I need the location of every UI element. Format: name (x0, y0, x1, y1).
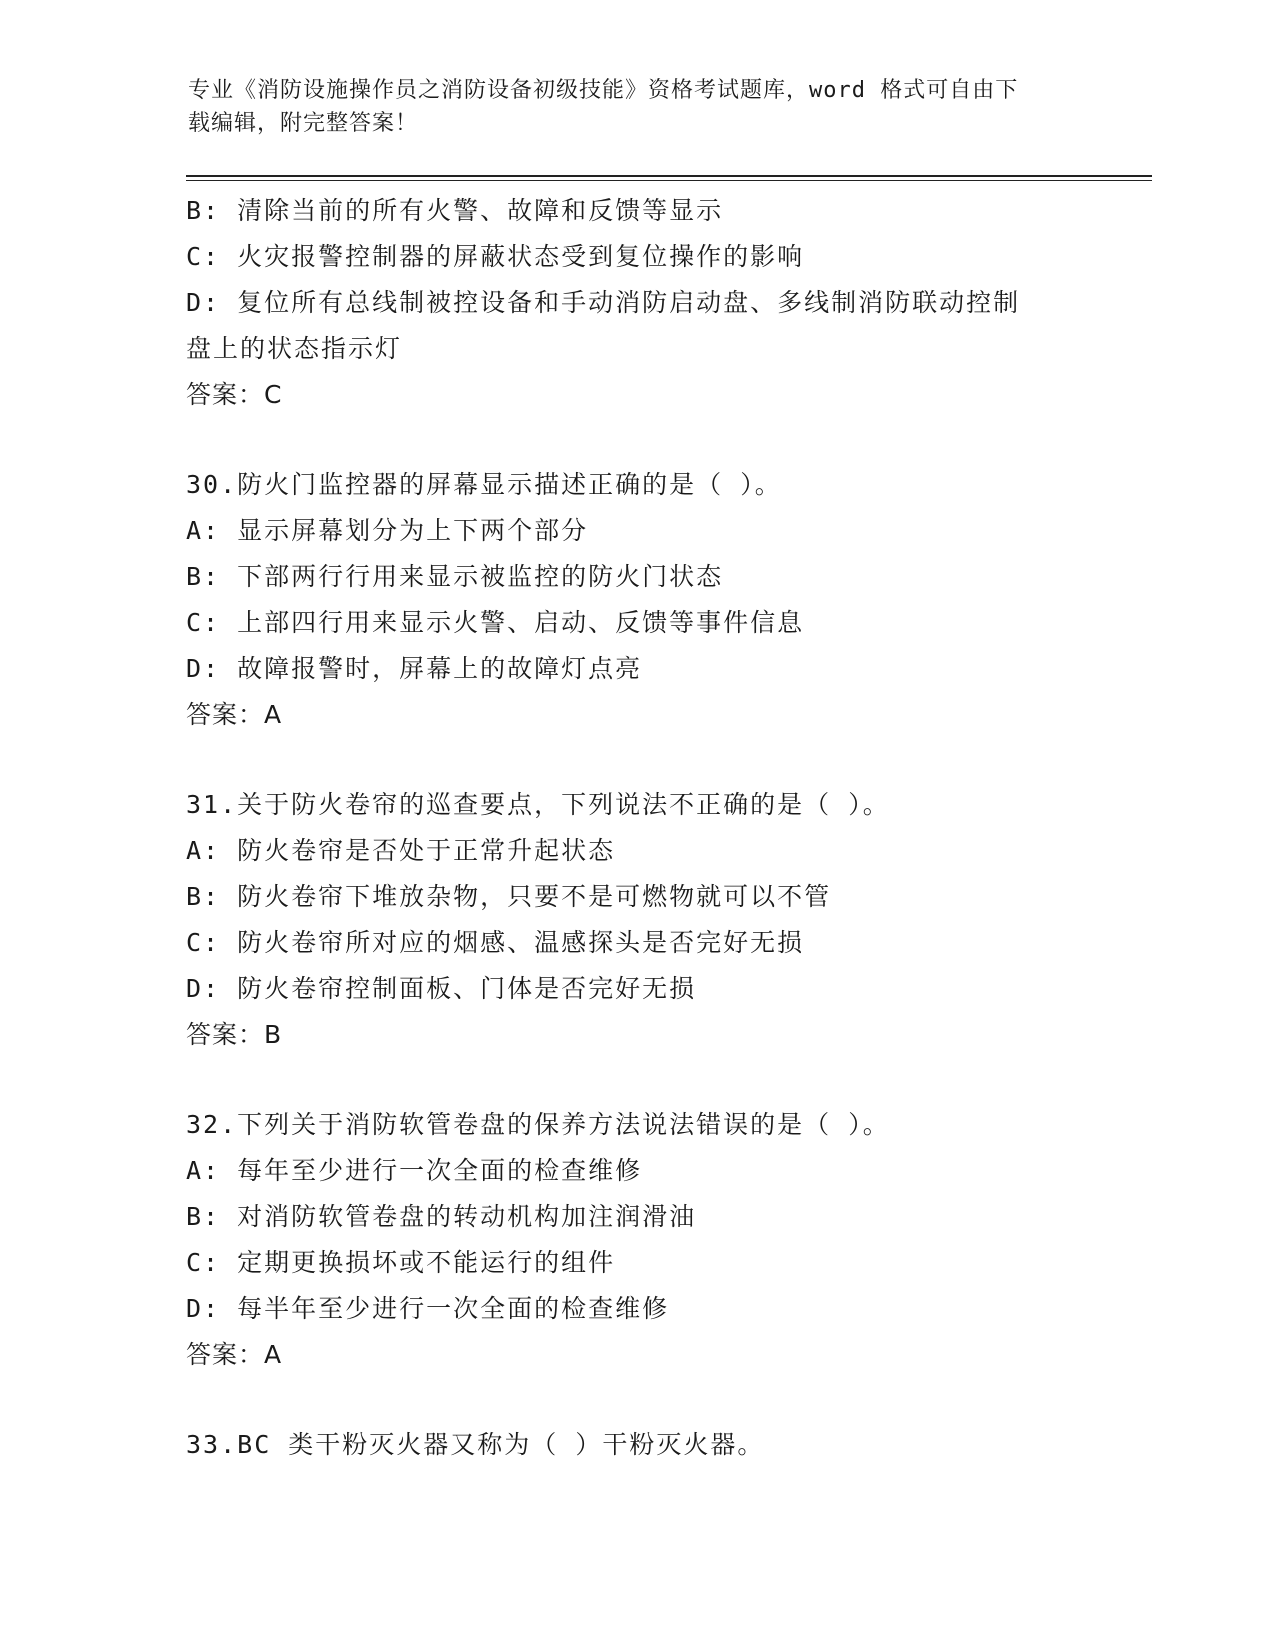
question-stem: 30.防火门监控器的屏幕显示描述正确的是（ ）。 (186, 470, 782, 499)
option-a: A: 每年至少进行一次全面的检查维修 (186, 1156, 643, 1185)
option-c: C: 防火卷帘所对应的烟感、温感探头是否完好无损 (186, 928, 805, 957)
option-d: D: 每半年至少进行一次全面的检查维修 (186, 1294, 670, 1323)
answer-line: 答案：A (186, 700, 283, 729)
header-divider-thin (186, 180, 1152, 181)
option-a: A: 防火卷帘是否处于正常升起状态 (186, 836, 616, 865)
question-stem: 33.BC 类干粉灭火器又称为（ ）干粉灭火器。 (186, 1430, 765, 1459)
option-a: A: 显示屏幕划分为上下两个部分 (186, 516, 589, 545)
answer-line: 答案：A (186, 1340, 283, 1369)
option-d: D: 复位所有总线制被控设备和手动消防启动盘、多线制消防联动控制 (186, 288, 1021, 317)
header-line-1: 专业《消防设施操作员之消防设备初级技能》资格考试题库，word 格式可自由下 (188, 78, 1019, 103)
question-stem: 32.下列关于消防软管卷盘的保养方法说法错误的是（ ）。 (186, 1110, 890, 1139)
option-c: C: 定期更换损坏或不能运行的组件 (186, 1248, 616, 1277)
option-d-continuation: 盘上的状态指示灯 (186, 334, 403, 363)
option-d: D: 防火卷帘控制面板、门体是否完好无损 (186, 974, 697, 1003)
option-b: B: 防火卷帘下堆放杂物，只要不是可燃物就可以不管 (186, 882, 832, 911)
question-31 (186, 782, 1086, 1058)
header-line-2: 载编辑，附完整答案！ (188, 111, 419, 136)
option-c: C: 上部四行用来显示火警、启动、反馈等事件信息 (186, 608, 805, 637)
option-b: B: 下部两行行用来显示被监控的防火门状态 (186, 562, 724, 591)
question-32 (186, 1102, 1086, 1378)
question-33 (186, 1422, 1086, 1468)
option-d: D: 故障报警时，屏幕上的故障灯点亮 (186, 654, 643, 683)
header-divider-thick (186, 175, 1152, 177)
document-header (188, 74, 1088, 140)
option-b: B: 清除当前的所有火警、故障和反馈等显示 (186, 196, 724, 225)
option-b: B: 对消防软管卷盘的转动机构加注润滑油 (186, 1202, 697, 1231)
option-c: C: 火灾报警控制器的屏蔽状态受到复位操作的影响 (186, 242, 805, 271)
question-list (186, 188, 1086, 1468)
question-29-continued (186, 188, 1086, 418)
answer-line: 答案：B (186, 1020, 283, 1049)
question-30 (186, 462, 1086, 738)
answer-line: 答案：C (186, 380, 283, 409)
question-stem: 31.关于防火卷帘的巡查要点，下列说法不正确的是（ ）。 (186, 790, 890, 819)
